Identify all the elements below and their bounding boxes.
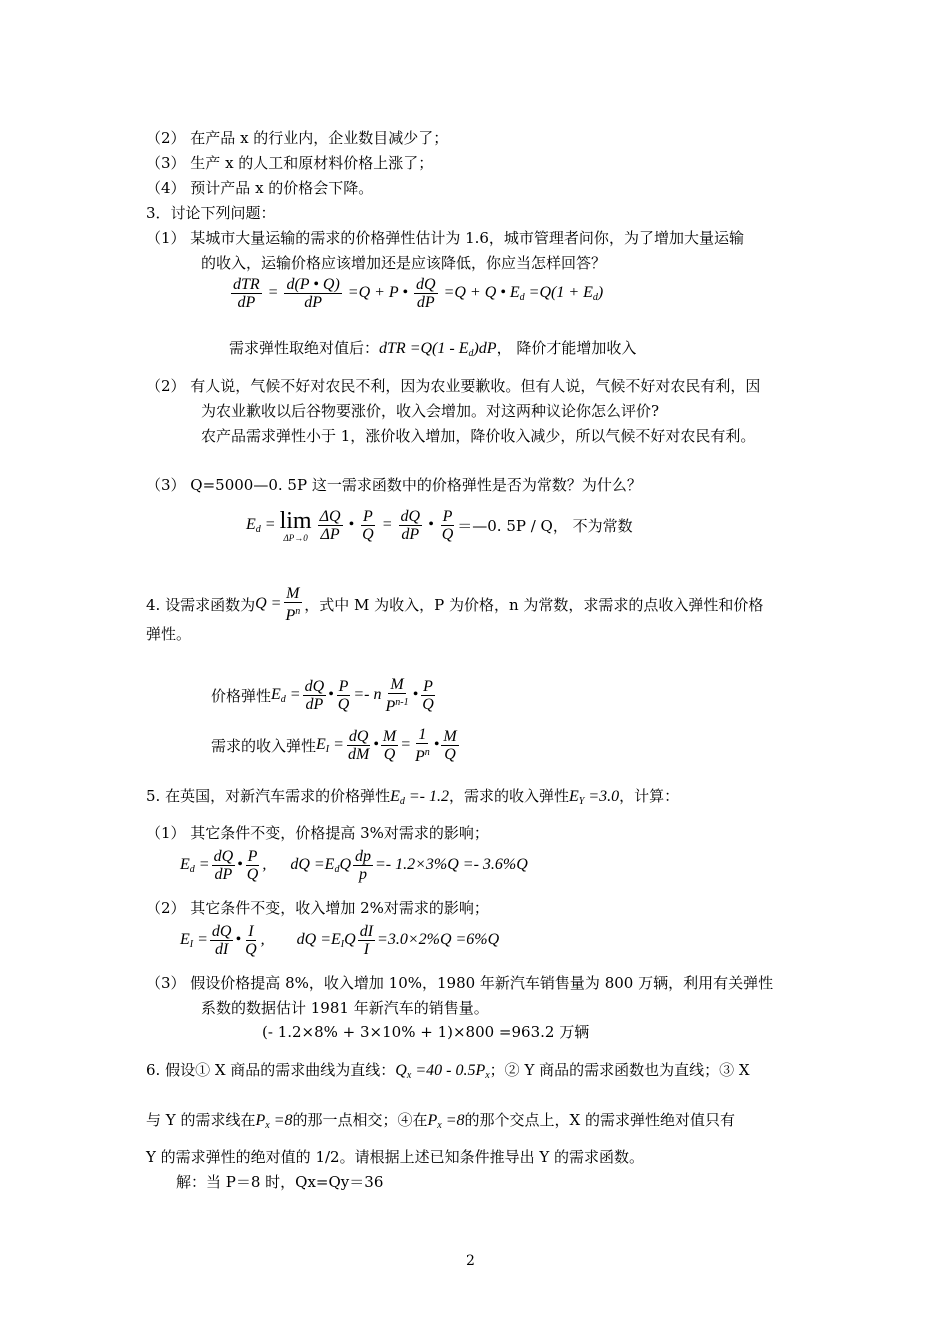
question-3-2-answer: 农产品需求弹性小于 1，涨价收入增加，降价收入减少，所以气候不好对农民有利。 bbox=[201, 427, 756, 445]
question-5-line bbox=[146, 786, 679, 812]
line-item-4: （4） 预计产品 x 的价格会下降。 bbox=[146, 179, 374, 197]
formula-px-8-a: $P_x =8$ bbox=[255, 1112, 293, 1131]
line-item-3: （3） 生产 x 的人工和原材料价格上涨了； bbox=[146, 154, 434, 172]
question-6-prefix: 6. 假设① X 商品的需求曲线为直线： bbox=[146, 1061, 396, 1079]
line-item-2: （2） 在产品 x 的行业内，企业数目减少了； bbox=[146, 129, 449, 147]
answer-suffix-3-3: ＝—0. 5P / Q， 不为常数 bbox=[457, 516, 633, 535]
question-5-1: （1） 其它条件不变，价格提高 3%对需求的影响； bbox=[146, 824, 489, 842]
question-3-2-line-b: 为农业歉收以后谷物要涨价，收入会增加。对这两种议论你怎么评价? bbox=[201, 402, 660, 420]
price-elasticity-label: 价格弹性 bbox=[211, 686, 272, 705]
formula-5-1: $E_d$ = $\frac{dQ}{dP}$ • $\frac{P}{Q}$ , dQ $=E_dQ$ $\frac{dp}{p}$ =- 1.2×3%Q =- 3.6%Q bbox=[180, 848, 528, 883]
question-4-line-b: 弹性。 bbox=[146, 625, 192, 643]
question-6-line-a bbox=[146, 1060, 750, 1086]
income-elasticity-row bbox=[211, 726, 461, 765]
formula-income-elasticity: $E_I$ = $\frac{dQ}{dM}$ • $\frac{M}{Q}$ = $\frac{1}{P^n}$ • $\frac{M}{Q}$ bbox=[316, 726, 457, 765]
question-3-1-line-a: （1） 某城市大量运输的需求的价格弹性估计为 1.6，城市管理者问你，为了增加大量运输 bbox=[146, 229, 744, 247]
answer-suffix: ， 降价才能增加收入 bbox=[496, 339, 637, 357]
answer-prefix: 需求弹性取绝对值后： bbox=[229, 339, 380, 357]
formula-ey-value: $E_Y =3.0$ bbox=[569, 788, 620, 807]
question-5-3-line-b: 系数的数据估计 1981 年新汽车的销售量。 bbox=[201, 999, 489, 1017]
question-5-3-line-a: （3） 假设价格提高 8%，收入增加 10%，1980 年新汽车销售量为 800 万辆，利用有关弹性 bbox=[146, 974, 774, 992]
formula-dtr-abs: dTR $=Q(1 - E_d)dP$ bbox=[379, 340, 497, 359]
formula-qx: $Q_x =40 - 0.5P_x$ bbox=[395, 1062, 490, 1081]
question-5-suffix: ，计算： bbox=[619, 787, 680, 805]
question-3-1-answer bbox=[229, 338, 636, 364]
question-3-2-line-a: （2） 有人说，气候不好对农民不利，因为农业要歉收。但有人说，气候不好对农民有利，因 bbox=[146, 377, 761, 395]
question-6-suffix: ；② Y 商品的需求函数也为直线；③ X bbox=[489, 1061, 750, 1079]
question-6-b-mid: 的那一点相交；④在 bbox=[292, 1111, 428, 1129]
formula-px-8-b: $P_x =8$ bbox=[427, 1112, 465, 1131]
question-3-3-answer bbox=[246, 508, 633, 543]
question-6-line-c: Y 的需求弹性的绝对值的 1/2。请根据上述已知条件推导出 Y 的需求函数。 bbox=[146, 1148, 645, 1166]
price-elasticity-row bbox=[211, 676, 438, 715]
question-3-3-line-a: （3） Q=5000—0. 5P 这一需求函数中的价格弹性是否为常数？为什么？ bbox=[146, 476, 642, 494]
question-3-heading: 3．讨论下列问题： bbox=[146, 204, 276, 222]
formula-demand-function: Q = $\frac{M}{P^n}$ bbox=[255, 585, 301, 624]
question-5-3-answer: (- 1.2×8% + 3×10% + 1)×800 =963.2 万辆 bbox=[262, 1023, 590, 1041]
formula-dtr-dp: $\frac{\text{dTR}}{dP}$ = $\frac{d(P • Q)}{dP}$ =Q + P • $\frac{dQ}{dP}$ =Q + Q • $E_d =Q(1 + E_d)$ bbox=[233, 276, 604, 311]
question-3-1-line-b: 的收入，运输价格应该增加还是应该降低，你应当怎样回答？ bbox=[201, 254, 607, 272]
formula-5-2: $E_I$ = $\frac{dQ}{dI}$ • $\frac{I}{Q}$ , dQ $=E_IQ$ $\frac{dI}{I}$ =3.0×2%Q =6%Q bbox=[180, 923, 500, 958]
formula-ed-value: $E_d =- 1.2$ bbox=[390, 788, 449, 807]
question-5-2: （2） 其它条件不变，收入增加 2%对需求的影响； bbox=[146, 899, 489, 917]
formula-price-elasticity: $E_d$ = $\frac{dQ}{dP}$ • $\frac{P}{Q}$ =- n $\frac{M}{P^{n-1}}$ • $\frac{P}{Q}$ bbox=[271, 676, 434, 715]
question-4-prefix: 4. 设需求函数为 bbox=[146, 595, 256, 614]
question-6-b-prefix: 与 Y 的需求线在 bbox=[146, 1111, 256, 1129]
page-number: 2 bbox=[466, 1253, 475, 1269]
question-5-prefix: 5. 在英国，对新汽车需求的价格弹性 bbox=[146, 787, 391, 805]
question-6-solution: 解：当 P＝8 时，Qx=Qy＝36 bbox=[176, 1173, 384, 1191]
question-6-b-suffix: 的那个交点上，X 的需求弹性绝对值只有 bbox=[464, 1111, 735, 1129]
income-elasticity-label: 需求的收入弹性 bbox=[211, 736, 317, 755]
question-4-line-a bbox=[146, 585, 763, 624]
question-4-suffix: ，式中 M 为收入，P 为价格，n 为常数，求需求的点收入弹性和价格 bbox=[304, 595, 764, 614]
question-6-line-b bbox=[146, 1110, 735, 1136]
formula-ed-limit: $E_d$ = lim ΔP→0 $\frac{\Delta Q}{\Delta P}$ • $\frac{P}{Q}$ = $\frac{dQ}{dP}$ • $\frac{P}{Q}$ bbox=[246, 507, 454, 543]
question-5-mid: ，需求的收入弹性 bbox=[449, 787, 570, 805]
